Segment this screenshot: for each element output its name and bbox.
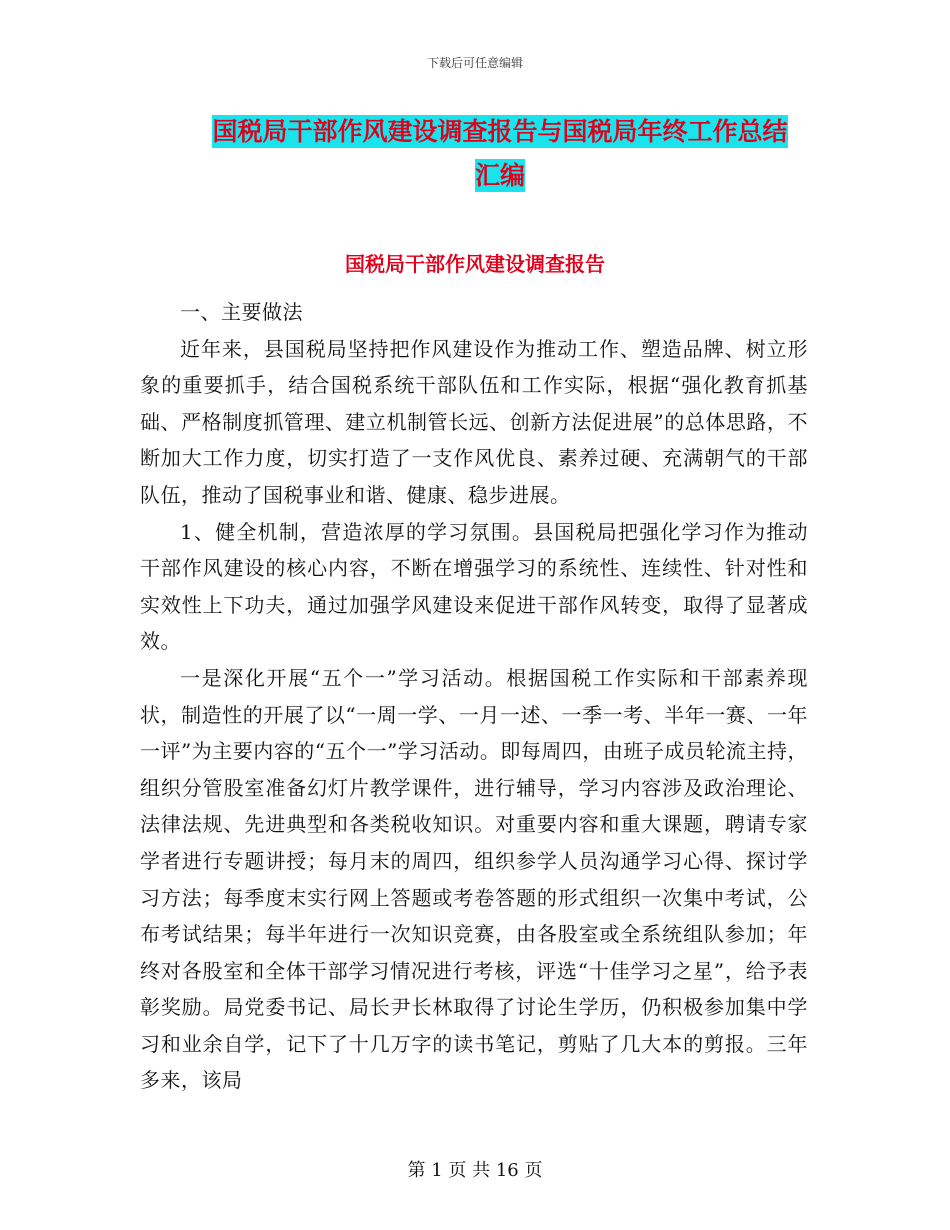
document-body [140,294,808,1099]
paragraph-heading: 一、主要做法 [180,300,303,324]
section-title: 国税局干部作风建设调查报告 [345,252,605,276]
paragraph: 1、健全机制，营造浓厚的学习氛围。县国税局把强化学习作为推动干部作风建设的核心内容，不断在增强学习的系统性、连续性、针对性和实效性上下功夫，通过加强学风建设来促进干部作风转变，取得了显著成效。 [140,519,808,654]
paragraph: 近年来，县国税局坚持把作风建设作为推动工作、塑造品牌、树立形象的重要抓手，结合国税系统干部队伍和工作实际，根据“强化教育抓基础、严格制度抓管理、建立机制管长远、创新方法促进展”的总体思路，不断加大工作力度，切实打造了一支作风优良、素养过硬、充满朝气的干部队伍，推动了国税事业和谐、健康、稳步进展。 [140,336,808,507]
header-note: 下载后可任意编辑 [426,56,523,70]
paragraph: 一是深化开展“五个一”学习活动。根据国税工作实际和干部素养现状，制造性的开展了以“一周一学、一月一述、一季一考、半年一赛、一年一评”为主要内容的“五个一”学习活动。即每周四，由班子成员轮流主持，组织分管股室准备幻灯片教学课件，进行辅导，学习内容涉及政治理论、法律法规、先进典型和各类税收知识。对重要内容和重大课题，聘请专家学者进行专题讲授；每月末的周四，组织参学人员沟通学习心得、探讨学习方法；每季度末实行网上答题或考卷答题的形式组织一次集中考试，公布考试结果；每半年进行一次知识竞赛，由各股室或全系统组队参加；年终对各股室和全体干部学习情况进行考核，评选“十佳学习之星”，给予表彰奖励。局党委书记、局长尹长林取得了讨论生学历，仍积极参加集中学习和业余自学，记下了十几万字的读书笔记，剪贴了几大本的剪报。三年多来，该局 [140,665,808,1093]
title-line-2: 汇编 [474,161,525,190]
document-title [140,110,860,198]
page-footer: 第 1 页 共 16 页 [407,1160,543,1181]
title-line-1: 国税局干部作风建设调查报告与国税局年终工作总结 [212,117,788,146]
